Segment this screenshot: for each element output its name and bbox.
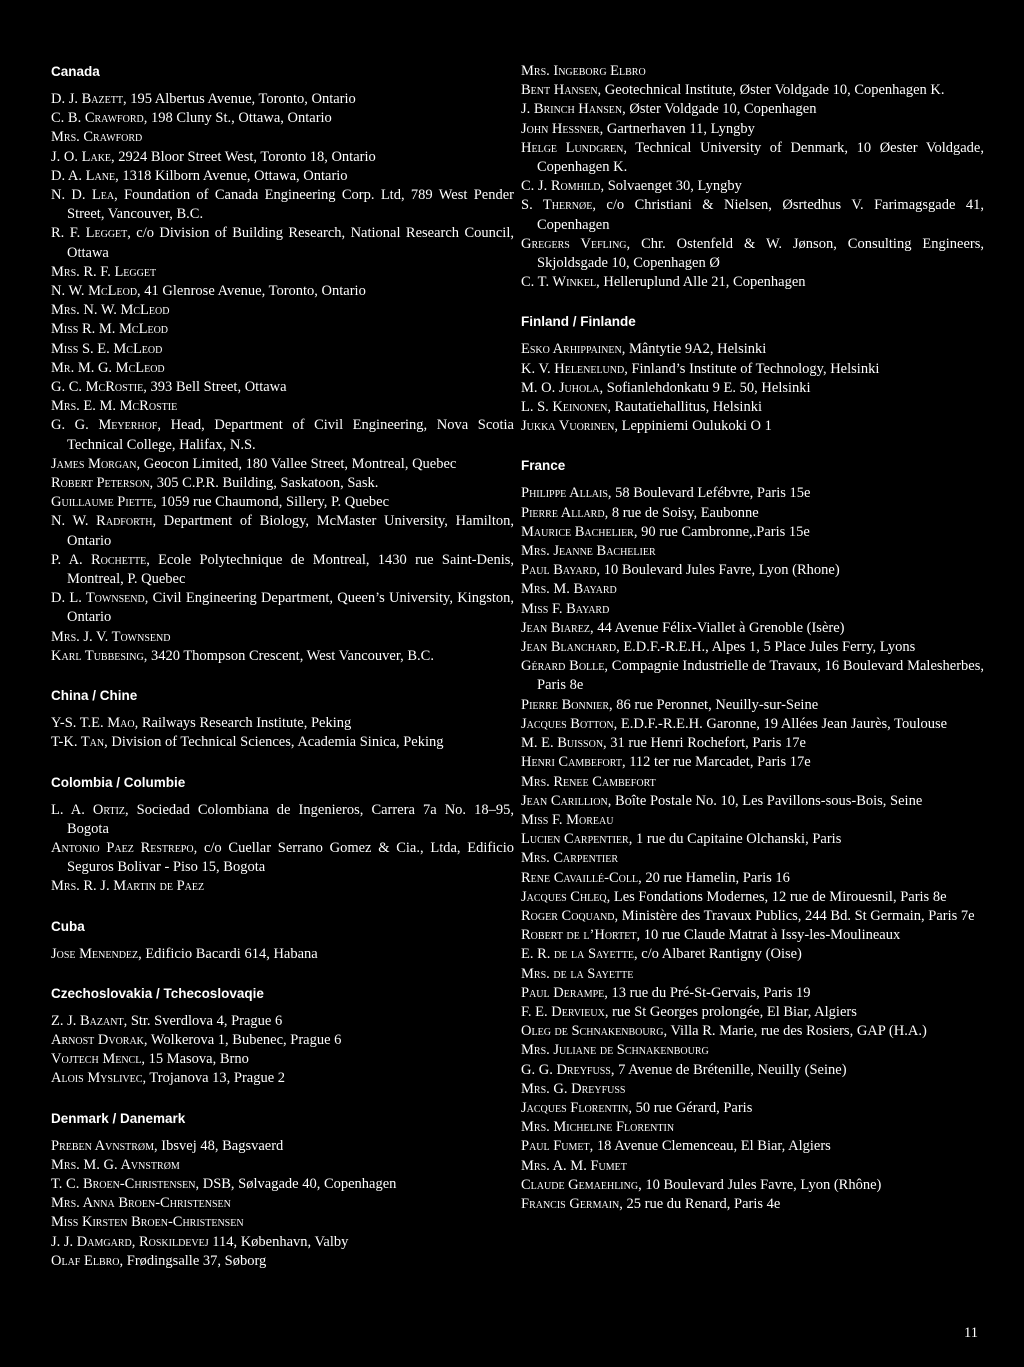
member-name: Roger Coquand xyxy=(521,907,615,924)
member-address: , 86 rue Peronnet, Neuilly-sur-Seine xyxy=(609,696,819,713)
section-continued xyxy=(521,62,984,292)
member-entry xyxy=(521,273,984,292)
member-entry xyxy=(521,1061,984,1080)
member-entry xyxy=(51,378,514,397)
member-name: N. W. Radforth xyxy=(51,513,153,530)
member-entry xyxy=(521,1041,984,1060)
member-name: Jean Blanchard xyxy=(521,639,617,656)
member-address: , Chr. Ostenfeld & W. Jønson, Consulting Engineers, Skjoldsgade 10, Copenhagen Ø xyxy=(537,235,985,272)
member-entry xyxy=(51,1233,514,1252)
member-name: N. W. McLeod xyxy=(51,283,138,300)
left-column xyxy=(51,62,514,1271)
member-name: D. L. Townsend xyxy=(51,590,145,607)
member-entry xyxy=(51,109,514,128)
member-address: , Wolkerova 1, Bubenec, Prague 6 xyxy=(143,1031,342,1048)
member-name: Jacques Chleq xyxy=(521,888,607,905)
member-entry xyxy=(51,455,514,474)
member-name: P. A. Rochette xyxy=(51,551,147,568)
member-entry xyxy=(521,1118,984,1137)
member-address: , Øster Voldgade 10, Copenhagen xyxy=(622,101,817,118)
member-name: Jacques Botton xyxy=(521,715,614,732)
member-name: Mrs. Juliane de Schnakenbourg xyxy=(521,1042,709,1059)
member-entry xyxy=(521,926,984,945)
member-name: Jean Carillion xyxy=(521,792,608,809)
member-entry xyxy=(521,945,984,964)
member-entry xyxy=(51,186,514,224)
member-name: Pierre Allard xyxy=(521,504,605,521)
member-address: , 393 Bell Street, Ottawa xyxy=(143,379,287,396)
member-entry xyxy=(521,715,984,734)
member-name: Karl Tubbesing xyxy=(51,647,144,664)
member-name: L. A. Ortiz xyxy=(51,801,125,818)
member-address: , Division of Technical Sciences, Academia Sinica, Peking xyxy=(104,734,444,751)
member-entry xyxy=(51,628,514,647)
member-entry xyxy=(51,1012,514,1031)
member-name: Gregers Vefling xyxy=(521,235,627,252)
member-entry xyxy=(51,1137,514,1156)
member-entry xyxy=(51,416,514,454)
member-entry xyxy=(521,580,984,599)
country-heading: Denmark / Danemark xyxy=(51,1110,186,1126)
member-address: , 44 Avenue Félix-Viallet à Grenoble (Isère) xyxy=(589,619,845,636)
member-name: C. J. Romhild xyxy=(521,178,601,195)
member-entry xyxy=(51,1175,514,1194)
member-address: , 8 rue de Soisy, Eaubonne xyxy=(604,504,759,521)
member-entry xyxy=(51,551,514,589)
member-entry xyxy=(521,196,984,234)
member-address: , Sociedad Colombiana de Ingenieros, Carrera 7a No. 18–95, Bogota xyxy=(67,801,514,837)
member-name: Pierre Bonnier xyxy=(521,696,610,713)
member-entry xyxy=(521,696,984,715)
member-address: , 195 Albertus Avenue, Toronto, Ontario xyxy=(122,91,356,107)
member-entry xyxy=(51,282,514,301)
member-name: E. R. de la Sayette xyxy=(521,946,634,963)
member-name: Guillaume Piette xyxy=(51,494,154,511)
section-canada xyxy=(51,62,514,666)
member-name: L. S. Keinonen xyxy=(521,399,608,416)
section-cuba xyxy=(51,917,514,964)
member-entry xyxy=(51,1252,514,1271)
member-address: , DSB, Sølvagade 40, Copenhagen xyxy=(195,1175,397,1192)
member-address: , Helleruplund Alle 21, Copenhagen xyxy=(596,274,806,291)
member-entry xyxy=(51,1194,514,1213)
member-address: , Trojanova 13, Prague 2 xyxy=(142,1070,286,1087)
member-name: M. O. Juhola xyxy=(521,379,600,396)
member-name: J. J. Damgard, Roskildevej xyxy=(51,1233,209,1250)
member-address: , 13 rue du Pré-St-Gervais, Paris 19 xyxy=(604,984,811,1001)
member-address: , 10 rue Claude Matrat à Issy-les-Moulineaux xyxy=(636,927,901,944)
member-entry xyxy=(51,1156,514,1175)
member-entry xyxy=(521,984,984,1003)
member-entry xyxy=(521,139,984,177)
member-name: Arnost Dvorak xyxy=(51,1031,144,1048)
member-address: , c/o Cuellar Serrano Gomez & Cia., Ltda, Edificio Seguros Bolivar - Piso 15, Bogota xyxy=(67,839,514,876)
member-name: Mrs. de la Sayette xyxy=(521,965,634,982)
member-address: , Ministère des Travaux Publics, 244 Bd. St Germain, Paris 7e xyxy=(614,907,975,924)
member-name: Jukka Vuorinen xyxy=(521,418,615,435)
member-address: , Technical University of Denmark, 10 Øester Voldgade, Copenhagen K. xyxy=(537,139,984,176)
member-name: Jean Biarez xyxy=(521,619,590,636)
country-heading: Czechoslovakia / Tchecoslovaqie xyxy=(51,985,264,1001)
section-finland-finlande xyxy=(521,312,984,436)
member-name: Henri Cambefort xyxy=(521,754,622,771)
member-name: K. V. Helenelund xyxy=(521,360,625,377)
member-name: Mrs. G. Dreyfuss xyxy=(521,1080,626,1097)
member-entry xyxy=(521,657,984,695)
member-entry xyxy=(521,1195,984,1214)
member-name: Paul Derampe xyxy=(521,984,605,1001)
section-denmark-danemark xyxy=(51,1109,514,1271)
member-name: Mrs. R. F. Legget xyxy=(51,263,157,280)
member-entry xyxy=(521,619,984,638)
section-colombia-columbie xyxy=(51,773,514,897)
member-name: Francis Germain xyxy=(521,1195,620,1212)
member-name: D. A. Lane xyxy=(51,167,116,184)
member-name: M. E. Buisson xyxy=(521,735,604,752)
member-entry xyxy=(51,733,514,752)
member-name: Miss R. M. McLeod xyxy=(51,321,169,338)
member-entry xyxy=(51,1069,514,1088)
member-entry xyxy=(521,849,984,868)
member-address: , Gartnerhaven 11, Lyngby xyxy=(599,120,755,137)
member-name: Rene Cavaillé-Coll xyxy=(521,869,639,886)
member-name: Mrs. Renee Cambefort xyxy=(521,773,656,790)
member-name: Robert Peterson xyxy=(51,475,150,492)
member-address: , c/o Albaret Rantigny (Oise) xyxy=(633,946,802,963)
member-name: Mrs. Jeanne Bachelier xyxy=(521,543,656,560)
member-entry xyxy=(521,484,984,503)
member-name: D. J. Bazett xyxy=(51,91,123,107)
member-name: F. E. Dervieux xyxy=(521,1003,605,1020)
member-address: , 31 rue Henri Rochefort, Paris 17e xyxy=(603,735,806,752)
member-name: Oleg de Schnakenbourg xyxy=(521,1023,664,1040)
member-name: J. Brinch Hansen xyxy=(521,101,623,118)
country-heading: Cuba xyxy=(51,918,85,934)
member-name: C. T. Winkel xyxy=(521,274,597,291)
member-address: , c/o Division of Building Research, National Research Council, Ottawa xyxy=(67,225,514,261)
member-entry xyxy=(521,561,984,580)
member-name: Mrs. Crawford xyxy=(51,129,143,146)
member-entry xyxy=(521,638,984,657)
member-entry xyxy=(51,493,514,512)
member-address: , 2924 Bloor Street West, Toronto 18, Ontario xyxy=(111,148,376,165)
member-entry xyxy=(51,839,514,877)
member-entry xyxy=(521,398,984,417)
member-entry xyxy=(521,120,984,139)
member-address: , Geotechnical Institute, Øster Voldgade 10, Copenhagen K. xyxy=(597,82,945,99)
member-entry xyxy=(51,512,514,550)
member-name: Mrs. A. M. Fumet xyxy=(521,1157,627,1174)
member-name: C. B. Crawford xyxy=(51,110,144,127)
country-heading: Finland / Finlande xyxy=(521,314,636,330)
member-name: T. C. Broen-Christensen xyxy=(51,1175,196,1192)
member-address: , Str. Sverdlova 4, Prague 6 xyxy=(123,1012,283,1029)
member-name: J. O. Lake xyxy=(51,148,112,165)
country-heading: Colombia / Columbie xyxy=(51,774,186,790)
member-name: Paul Bayard xyxy=(521,562,597,579)
member-entry xyxy=(521,100,984,119)
member-address: , Solvaenget 30, Lyngby xyxy=(600,178,742,195)
country-heading: France xyxy=(521,458,566,474)
member-name: Mrs. M. G. Avnstrøm xyxy=(51,1156,180,1173)
member-address: , 3420 Thompson Crescent, West Vancouver, B.C. xyxy=(143,647,434,664)
member-name: Mrs. Micheline Florentin xyxy=(521,1119,675,1136)
member-address: , 7 Avenue de Brétenille, Neuilly (Seine) xyxy=(610,1061,847,1078)
member-entry xyxy=(521,753,984,772)
member-entry xyxy=(521,773,984,792)
member-address: , Mântytie 9A2, Helsinki xyxy=(621,341,767,358)
member-name: Philippe Allais xyxy=(521,485,608,502)
member-address: , Sofianlehdonkatu 9 E. 50, Helsinki xyxy=(599,379,811,396)
member-name: Paul Fumet xyxy=(521,1138,590,1155)
member-address: , 90 rue Cambronne,.Paris 15e xyxy=(633,523,810,540)
member-name: James Morgan xyxy=(51,455,137,472)
member-entry xyxy=(521,600,984,619)
member-entry xyxy=(521,1022,984,1041)
member-name: Preben Avnstrøm xyxy=(51,1137,155,1154)
member-entry xyxy=(51,647,514,666)
member-address: , 41 Glenrose Avenue, Toronto, Ontario xyxy=(137,283,366,300)
member-name: Mrs. Carpentier xyxy=(521,850,619,867)
member-entry xyxy=(521,360,984,379)
member-entry xyxy=(521,504,984,523)
member-name: T-K. Tan xyxy=(51,734,105,751)
member-address: , c/o Christiani & Nielsen, Øsrtedhus V. Farimagsgade 41, Copenhagen xyxy=(537,197,984,233)
member-name: Maurice Bachelier xyxy=(521,523,634,540)
member-name: Esko Arhippainen xyxy=(521,341,622,358)
member-name: Mrs. N. W. McLeod xyxy=(51,302,170,319)
member-entry xyxy=(51,801,514,839)
member-entry xyxy=(521,542,984,561)
member-entry xyxy=(51,877,514,896)
member-name: Mrs. R. J. Martin de Paez xyxy=(51,878,205,895)
member-address: , Civil Engineering Department, Queen’s University, Kingston, Ontario xyxy=(67,590,514,626)
member-entry xyxy=(521,792,984,811)
member-address: , 10 Boulevard Jules Favre, Lyon (Rhône) xyxy=(638,1176,882,1193)
member-name: Mr. M. G. McLeod xyxy=(51,359,165,376)
member-name: Helge Lundgren xyxy=(521,139,624,156)
member-address: , 15 Masova, Brno xyxy=(141,1051,249,1068)
member-name: Mrs. M. Bayard xyxy=(521,581,617,598)
member-address: , E.D.F.-R.E.H., Alpes 1, 5 Place Jules Ferry, Lyons xyxy=(616,639,916,656)
member-address: , Geocon Limited, 180 Vallee Street, Montreal, Quebec xyxy=(136,455,457,472)
member-address: , Ibsvej 48, Bagsvaerd xyxy=(154,1137,284,1154)
member-name: Y-S. T.E. Mao xyxy=(51,715,135,732)
member-address: , Edificio Bacardi 614, Habana xyxy=(138,945,318,962)
member-address: , 10 Boulevard Jules Favre, Lyon (Rhone) xyxy=(596,562,840,579)
member-entry xyxy=(51,320,514,339)
member-entry xyxy=(521,177,984,196)
country-heading: China / Chine xyxy=(51,688,138,704)
member-address: , 58 Boulevard Lefébvre, Paris 15e xyxy=(607,485,811,502)
member-name: N. D. Lea xyxy=(51,187,115,204)
member-address: , Les Fondations Modernes, 12 rue de Mirouesnil, Paris 8e xyxy=(606,888,947,905)
member-name: John Hessner xyxy=(521,120,600,137)
member-name: Lucien Carpentier xyxy=(521,831,629,848)
member-address: , Finland’s Institute of Technology, Helsinki xyxy=(624,360,880,377)
member-address: , 305 C.P.R. Building, Saskatoon, Sask. xyxy=(149,475,379,492)
member-entry xyxy=(521,81,984,100)
member-entry xyxy=(521,340,984,359)
member-address: , 198 Cluny St., Ottawa, Ontario xyxy=(143,110,332,127)
member-address: , Foundation of Canada Engineering Corp. Ltd, 789 West Pender Street, Vancouver, B.C. xyxy=(67,187,514,223)
country-heading: Canada xyxy=(51,64,100,79)
member-name: Olaf Elbro xyxy=(51,1252,120,1269)
member-address: , 1059 rue Chaumond, Sillery, P. Quebec xyxy=(153,494,389,511)
member-entry xyxy=(51,589,514,627)
member-name: G. G. Dreyfuss xyxy=(521,1061,611,1078)
member-name: Miss Kirsten Broen-Christensen xyxy=(51,1214,244,1231)
member-address: , Ecole Polytechnique de Montreal, 1430 rue Saint-Denis, Montreal, P. Quebec xyxy=(67,551,514,588)
member-address: , 18 Avenue Clemenceau, El Biar, Algiers xyxy=(589,1138,831,1155)
member-entry xyxy=(521,1176,984,1195)
member-address: , E.D.F.-R.E.H. Garonne, 19 Allées Jean Jaurès, Toulouse xyxy=(613,715,948,732)
member-address: , 112 ter rue Marcadet, Paris 17e xyxy=(621,754,811,771)
member-entry xyxy=(521,1003,984,1022)
member-entry xyxy=(521,379,984,398)
member-name: Z. J. Bazant xyxy=(51,1012,124,1029)
member-entry xyxy=(521,965,984,984)
member-address: , Compagnie Industrielle de Travaux, 16 Boulevard Malesherbes, Paris 8e xyxy=(537,658,984,694)
member-entry xyxy=(521,811,984,830)
member-name: Miss F. Bayard xyxy=(521,600,610,617)
member-entry xyxy=(521,523,984,542)
member-address: , Railways Research Institute, Peking xyxy=(134,715,352,732)
member-name: Jose Menendez xyxy=(51,945,139,962)
member-name: Miss F. Moreau xyxy=(521,811,614,828)
section-france xyxy=(521,456,984,1214)
member-entry xyxy=(521,1157,984,1176)
member-name: Claude Gemaehling xyxy=(521,1176,639,1193)
member-entry xyxy=(51,1031,514,1050)
member-address: , Villa R. Marie, rue des Rosiers, GAP (H.A.) xyxy=(663,1023,927,1040)
member-entry xyxy=(51,397,514,416)
member-entry xyxy=(51,359,514,378)
member-address: , 1318 Kilborn Avenue, Ottawa, Ontario xyxy=(115,167,348,184)
member-name: Jacques Florentin xyxy=(521,1099,629,1116)
member-name: S. Thernøe xyxy=(521,197,593,214)
member-address: , Department of Biology, McMaster University, Hamilton, Ontario xyxy=(67,513,514,549)
member-name: G. G. Meyerhof xyxy=(51,417,158,434)
section-czechoslovakia-tchecoslovaqie xyxy=(51,984,514,1089)
member-name: Alois Myslivec xyxy=(51,1070,143,1087)
member-entry xyxy=(521,907,984,926)
member-entry xyxy=(51,945,514,964)
member-entry xyxy=(521,1137,984,1156)
member-address: , Frødingsalle 37, Søborg xyxy=(119,1252,267,1269)
member-address: , 1 rue du Capitaine Olchanski, Paris xyxy=(628,831,842,848)
member-name: Robert de l’Hortet xyxy=(521,927,637,944)
member-address: , Leppiniemi Oulukoki O 1 xyxy=(614,418,772,435)
member-entry xyxy=(521,417,984,436)
member-name: Mrs. Ingeborg Elbro xyxy=(521,63,646,79)
member-entry xyxy=(521,734,984,753)
member-entry xyxy=(521,830,984,849)
member-entry xyxy=(521,888,984,907)
member-entry xyxy=(51,301,514,320)
member-entry xyxy=(521,62,984,81)
member-name: Mrs. J. V. Townsend xyxy=(51,628,171,645)
member-entry xyxy=(51,90,514,109)
member-entry xyxy=(51,1213,514,1232)
member-name: R. F. Legget xyxy=(51,225,128,242)
right-column xyxy=(521,62,984,1214)
member-name: Vojtech Mencl xyxy=(51,1051,142,1068)
member-entry xyxy=(521,235,984,273)
member-name: Antonio Paez Restrepo xyxy=(51,839,194,856)
member-name: Miss S. E. McLeod xyxy=(51,340,163,357)
member-address: , Boîte Postale No. 10, Les Pavillons-sous-Bois, Seine xyxy=(607,792,923,809)
member-entry xyxy=(51,474,514,493)
member-entry xyxy=(51,263,514,282)
member-address: , Head, Department of Civil Engineering, Nova Scotia Technical College, Halifax, N.S. xyxy=(67,417,514,453)
member-address: 114, København, Valby xyxy=(208,1233,349,1250)
member-name: G. C. McRostie xyxy=(51,379,144,396)
page-number: 11 xyxy=(964,1325,978,1341)
member-entry xyxy=(521,869,984,888)
member-name: Gérard Bolle xyxy=(521,658,605,675)
member-entry xyxy=(521,1080,984,1099)
member-address: , Rautatiehallitus, Helsinki xyxy=(607,399,762,416)
member-entry xyxy=(521,1099,984,1118)
member-entry xyxy=(51,1050,514,1069)
member-entry xyxy=(51,224,514,262)
member-entry xyxy=(51,167,514,186)
member-entry xyxy=(51,340,514,359)
member-name: Mrs. Anna Broen-Christensen xyxy=(51,1195,231,1212)
member-name: Mrs. E. M. McRostie xyxy=(51,398,178,415)
member-address: , rue St Georges prolongée, El Biar, Algiers xyxy=(604,1003,857,1020)
member-address: , 20 rue Hamelin, Paris 16 xyxy=(638,869,790,886)
member-entry xyxy=(51,714,514,733)
section-china-chine xyxy=(51,686,514,752)
member-name: Bent Hansen xyxy=(521,82,598,99)
member-address: , 25 rue du Renard, Paris 4e xyxy=(619,1195,781,1212)
member-address: , 50 rue Gérard, Paris xyxy=(628,1099,753,1116)
member-entry xyxy=(51,148,514,167)
member-entry xyxy=(51,128,514,147)
